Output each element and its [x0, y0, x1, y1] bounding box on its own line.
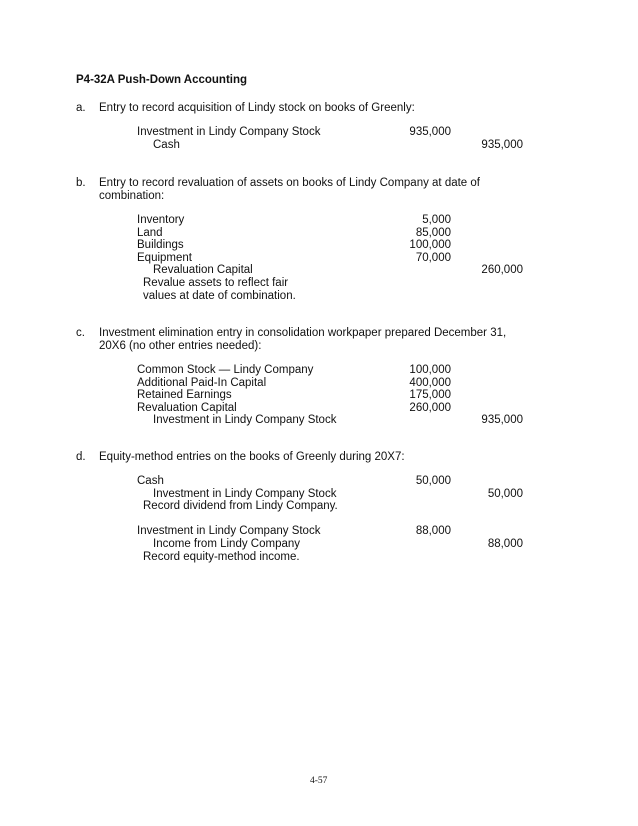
account-name: Buildings — [137, 239, 184, 252]
debit-amount: 100,000 — [409, 239, 451, 252]
credit-amount: 260,000 — [481, 264, 523, 277]
account-name: Cash — [153, 138, 180, 151]
debit-amount: 260,000 — [409, 401, 451, 414]
account-name: Land — [137, 226, 163, 239]
section-description: Entry to record revaluation of assets on books of Lindy Company at date of — [99, 177, 480, 189]
section-description: combination: — [99, 189, 165, 202]
section-description: Investment elimination entry in consolidation workpaper prepared December 31, — [99, 327, 507, 339]
debit-amount: 88,000 — [415, 525, 451, 538]
entry-memo: values at date of combination. — [143, 289, 296, 302]
entry-memo: Revalue assets to reflect fair — [143, 277, 289, 289]
section-description: 20X6 (no other entries needed): — [99, 339, 262, 352]
account-name: Revaluation Capital — [153, 264, 253, 277]
page-number: 4-57 — [310, 776, 328, 786]
entry-memo: Record dividend from Lindy Company. — [143, 500, 338, 513]
account-name: Investment in Lindy Company Stock — [137, 525, 321, 538]
section-letter: a. — [76, 102, 86, 114]
account-name: Inventory — [137, 214, 185, 226]
section-description: Equity-method entries on the books of Greenly during 20X7: — [99, 451, 405, 463]
account-name: Investment in Lindy Company Stock — [137, 126, 321, 138]
debit-amount: 85,000 — [415, 226, 451, 239]
section-letter: c. — [76, 327, 85, 339]
credit-amount: 935,000 — [481, 138, 523, 151]
debit-amount: 400,000 — [409, 376, 451, 389]
debit-amount: 70,000 — [415, 251, 451, 264]
debit-amount: 100,000 — [409, 364, 451, 376]
credit-amount: 935,000 — [481, 414, 523, 427]
credit-amount: 50,000 — [487, 487, 523, 500]
entry-memo: Record equity-method income. — [143, 550, 300, 563]
account-name: Common Stock — Lindy Company — [137, 364, 314, 376]
account-name: Revaluation Capital — [137, 401, 237, 414]
account-name: Cash — [137, 475, 164, 487]
page-title: P4-32A Push-Down Accounting — [76, 74, 248, 86]
account-name: Income from Lindy Company — [153, 537, 301, 550]
account-name: Retained Earnings — [137, 389, 232, 402]
debit-amount: 50,000 — [415, 475, 451, 487]
credit-amount: 88,000 — [487, 537, 523, 550]
account-name: Equipment — [137, 251, 192, 264]
section-description: Entry to record acquisition of Lindy stock on books of Greenly: — [99, 102, 415, 114]
section-letter: d. — [76, 451, 86, 463]
account-name: Additional Paid-In Capital — [137, 376, 267, 389]
account-name: Investment in Lindy Company Stock — [153, 487, 337, 500]
account-name: Investment in Lindy Company Stock — [153, 414, 337, 427]
debit-amount: 175,000 — [409, 389, 451, 402]
debit-amount: 935,000 — [409, 126, 451, 138]
debit-amount: 5,000 — [422, 214, 451, 226]
section-letter: b. — [76, 177, 86, 189]
